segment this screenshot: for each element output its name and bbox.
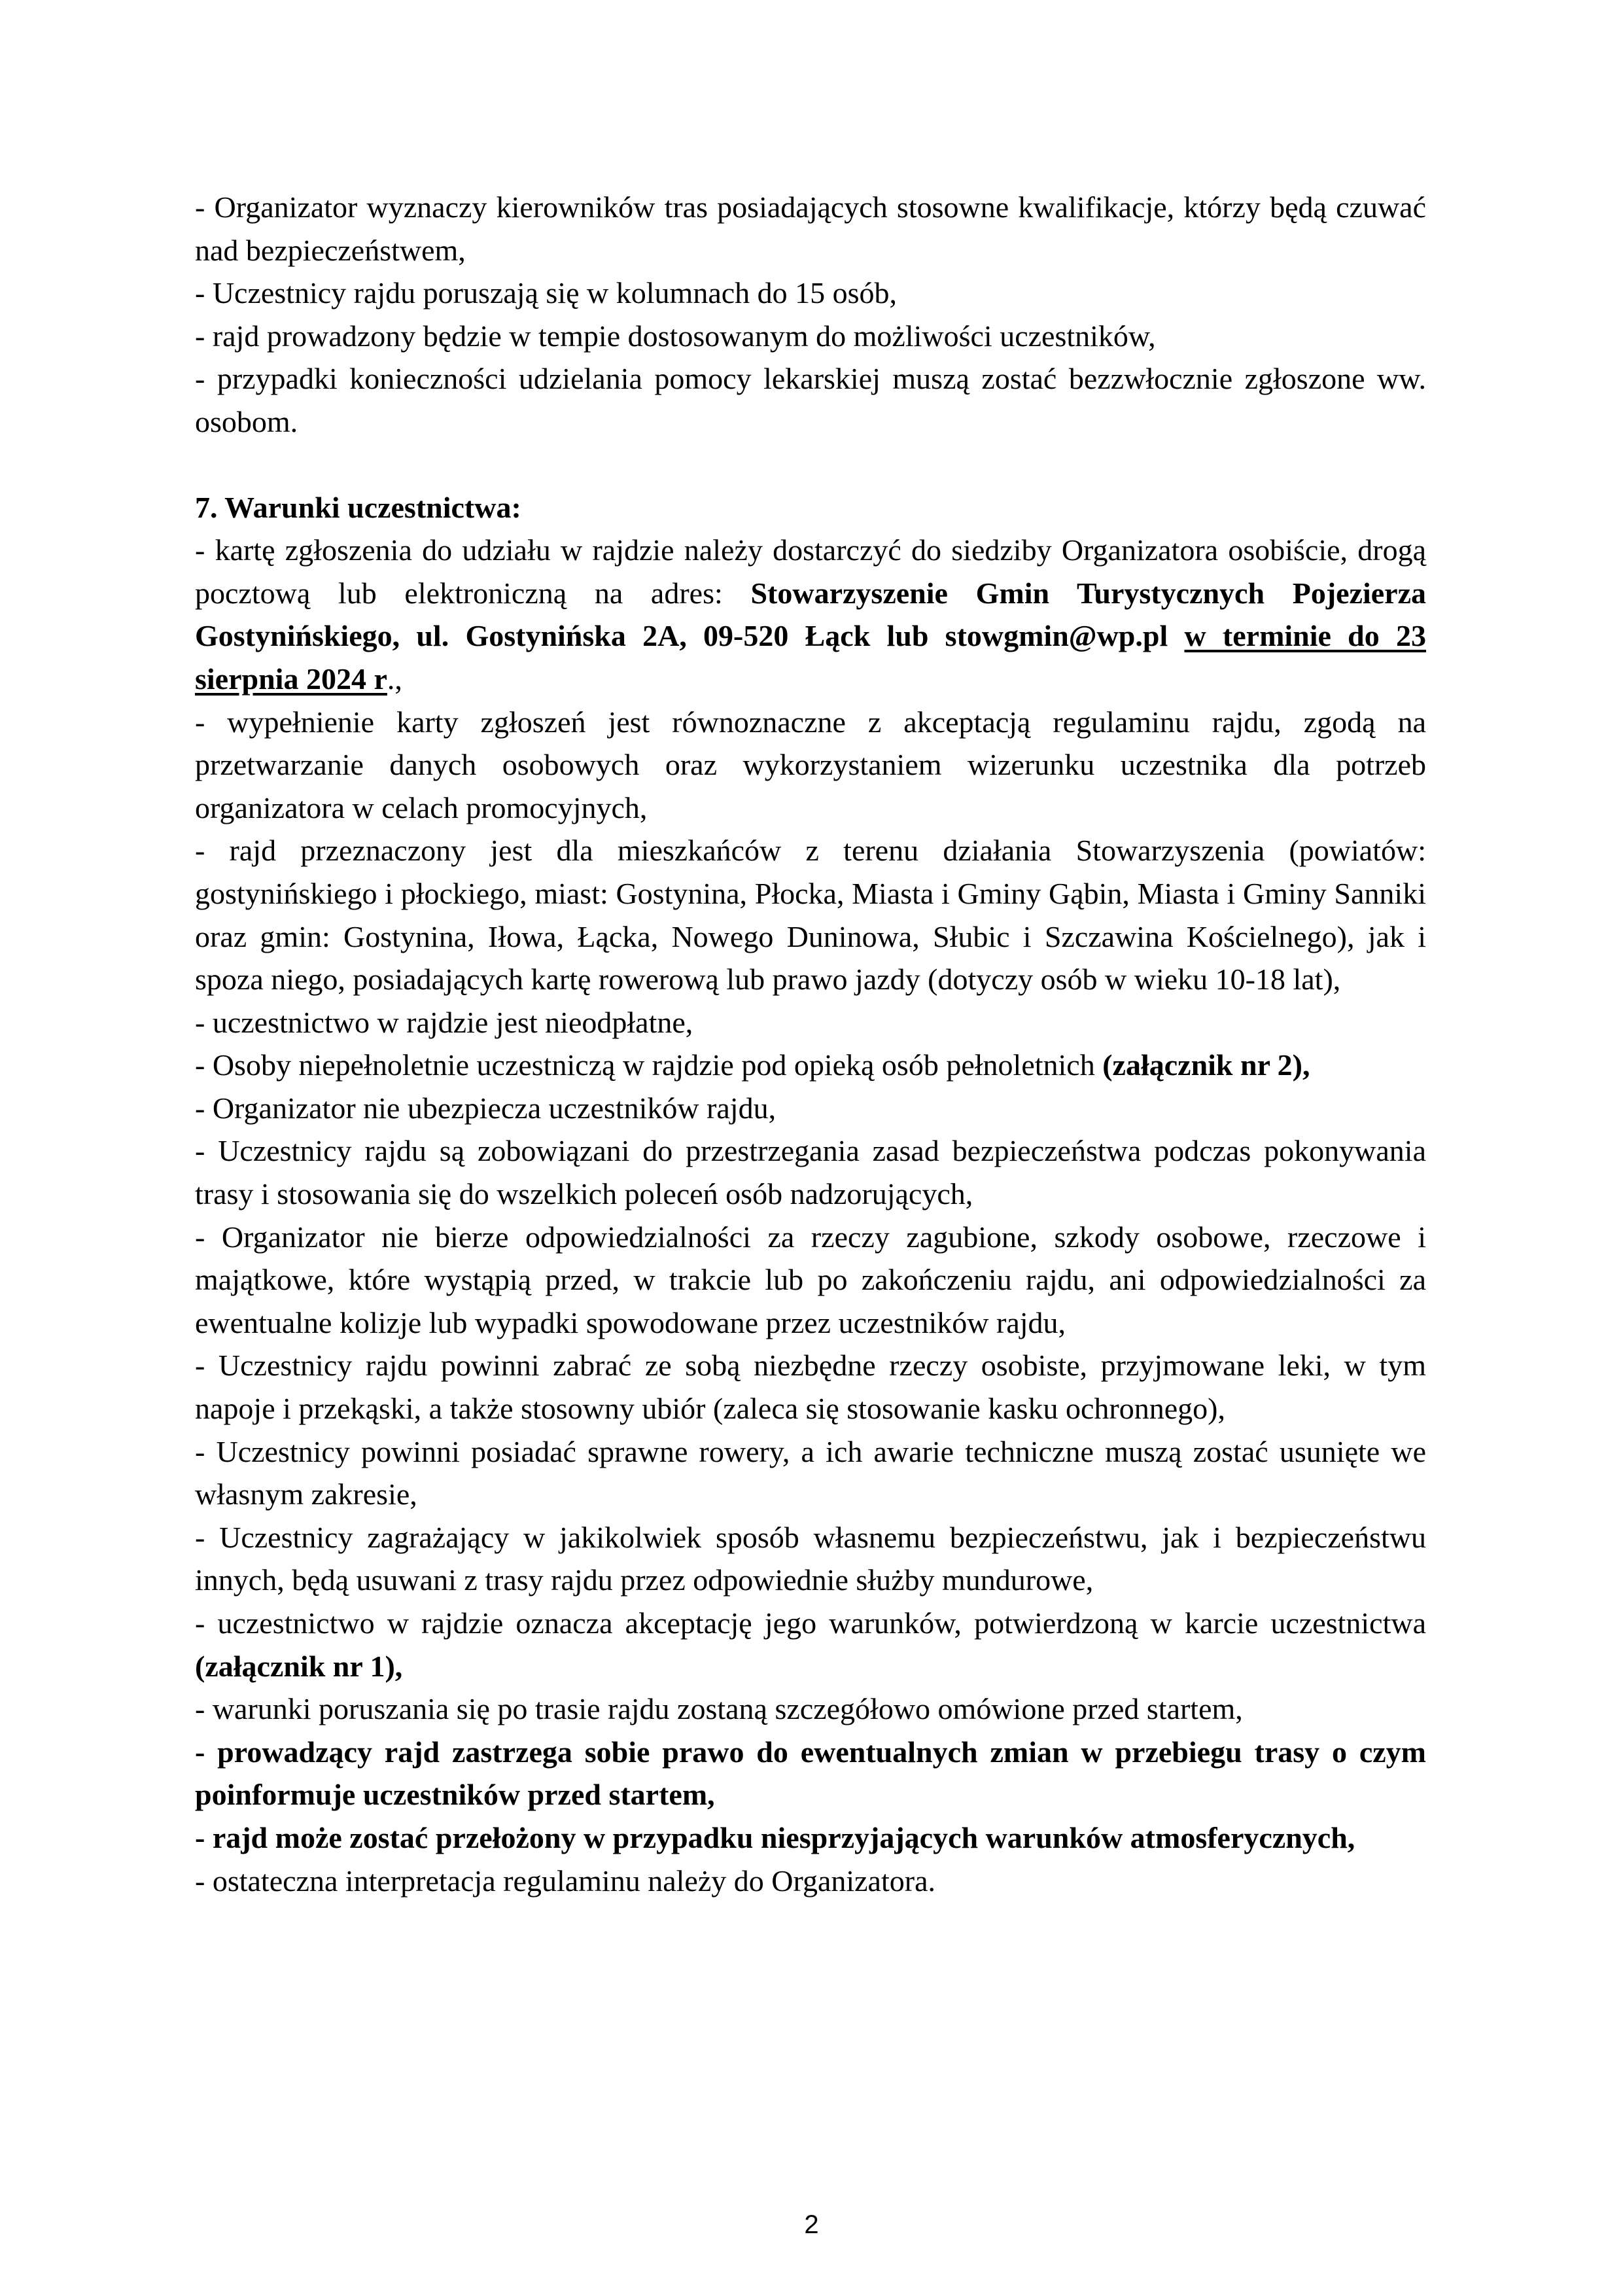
condition-item-interpretation: - ostateczna interpretacja regulaminu należy do Organizatora. — [195, 1863, 935, 1898]
condition-item-submission — [195, 529, 1426, 700]
section-heading: 7. Warunki uczestnictwa: — [195, 490, 521, 524]
condition-item-bikes: - Uczestnicy powinni posiadać sprawne rowery, a ich awarie techniczne muszą zostać usunięte we własnym zakresie, — [195, 1434, 1426, 1511]
condition-item-insurance: - Organizator nie ubezpiecza uczestników rajdu, — [195, 1091, 777, 1125]
condition-item-acceptance — [195, 1602, 1426, 1687]
condition-item-postponement: - rajd może zostać przełożony w przypadku niesprzyjających warunków atmosferycznych, — [195, 1820, 1355, 1854]
page-number: 2 — [804, 2210, 819, 2239]
minors-attachment: (załącznik nr 2), — [1102, 1048, 1310, 1082]
condition-item-route-rules: - warunki poruszania się po trasie rajdu zostaną szczegółowo omówione przed startem, — [195, 1692, 1243, 1726]
acceptance-text: - uczestnictwo w rajdzie oznacza akceptację jego warunków, potwierdzoną w karcie uczestnictwa — [195, 1606, 1426, 1640]
page-body — [195, 186, 1426, 1902]
intro-item-1: - Organizator wyznaczy kierowników tras posiadających stosowne kwalifikacje, którzy będą czuwać nad bezpieczeństwem, — [195, 190, 1426, 267]
submission-suffix: ., — [387, 662, 402, 696]
condition-item-equipment: - Uczestnicy rajdu powinni zabrać ze sobą niezbędne rzeczy osobiste, przyjmowane leki, w tym napoje i przekąski, a także stosowny ubiór (zaleca się stosowanie kasku ochronnego), — [195, 1349, 1426, 1426]
condition-item-eligibility: - rajd przeznaczony jest dla mieszkańców z terenu działania Stowarzyszenia (powiatów: gostynińskiego i płockiego, miast: Gostynina, Płocka, Miasta i Gminy Gąbin, Miasta i Gminy Sanniki oraz gmin: Gostynina, Iłowa, Łącka, Nowego Duninowa, Słubic i Szczawina Kościelnego), jak i spoza niego, posiadających kartę rowerową lub prawo jazdy (dotyczy osób w wieku 10-18 lat), — [195, 834, 1426, 997]
condition-item-liability: - Organizator nie bierze odpowiedzialności za rzeczy zagubione, szkody osobowe, rzeczowe i majątkowe, które wystąpią przed, w trakcie lub po zakończeniu rajdu, ani odpowiedzialności za ewentualne kolizje lub wypadki spowodowane przez uczestników rajdu, — [195, 1220, 1426, 1339]
intro-item-3: - rajd prowadzony będzie w tempie dostosowanym do możliwości uczestników, — [195, 319, 1156, 353]
intro-item-4: - przypadki konieczności udzielania pomocy lekarskiej muszą zostać bezzwłocznie zgłoszone ww. osobom. — [195, 362, 1426, 438]
organizer-address: Stowarzyszenie Gmin Turystycznych Pojezierza Gostynińskiego, ul. Gostynińska 2A, 09-520 Łąck lub stowgmin@wp.pl — [195, 576, 1427, 653]
acceptance-attachment: (załącznik nr 1), — [195, 1649, 403, 1683]
condition-item-free: - uczestnictwo w rajdzie jest nieodpłatne, — [195, 1005, 693, 1039]
section-spacer — [195, 444, 1426, 486]
submission-text: - kartę zgłoszenia do udziału w rajdzie należy dostarczyć do siedziby Organizatora osobiście, drogą pocztową lub elektroniczną na adres: — [195, 533, 1426, 610]
intro-item-2: - Uczestnicy rajdu poruszają się w kolumnach do 15 osób, — [195, 276, 898, 310]
minors-text: - Osoby niepełnoletnie uczestniczą w rajdzie pod opieką osób pełnoletnich — [195, 1048, 1103, 1082]
condition-item-minors — [195, 1044, 1426, 1087]
condition-item-removal: - Uczestnicy zagrażający w jakikolwiek sposób własnemu bezpieczeństwu, jak i bezpieczeństwu innych, będą usuwani z trasy rajdu przez odpowiednie służby mundurowe, — [195, 1520, 1426, 1597]
submission-deadline: w terminie do 23 sierpnia 2024 r — [195, 619, 1426, 696]
condition-item-route-changes: - prowadzący rajd zastrzega sobie prawo do ewentualnych zmian w przebiegu trasy o czym poinformuje uczestników przed startem, — [195, 1735, 1426, 1812]
condition-item-consent: - wypełnienie karty zgłoszeń jest równoznaczne z akceptacją regulaminu rajdu, zgodą na przetwarzanie danych osobowych oraz wykorzystaniem wizerunku uczestnika dla potrzeb organizatora w celach promocyjnych, — [195, 705, 1426, 824]
condition-item-safety: - Uczestnicy rajdu są zobowiązani do przestrzegania zasad bezpieczeństwa podczas pokonywania trasy i stosowania się do wszelkich poleceń osób nadzorujących, — [195, 1134, 1426, 1211]
